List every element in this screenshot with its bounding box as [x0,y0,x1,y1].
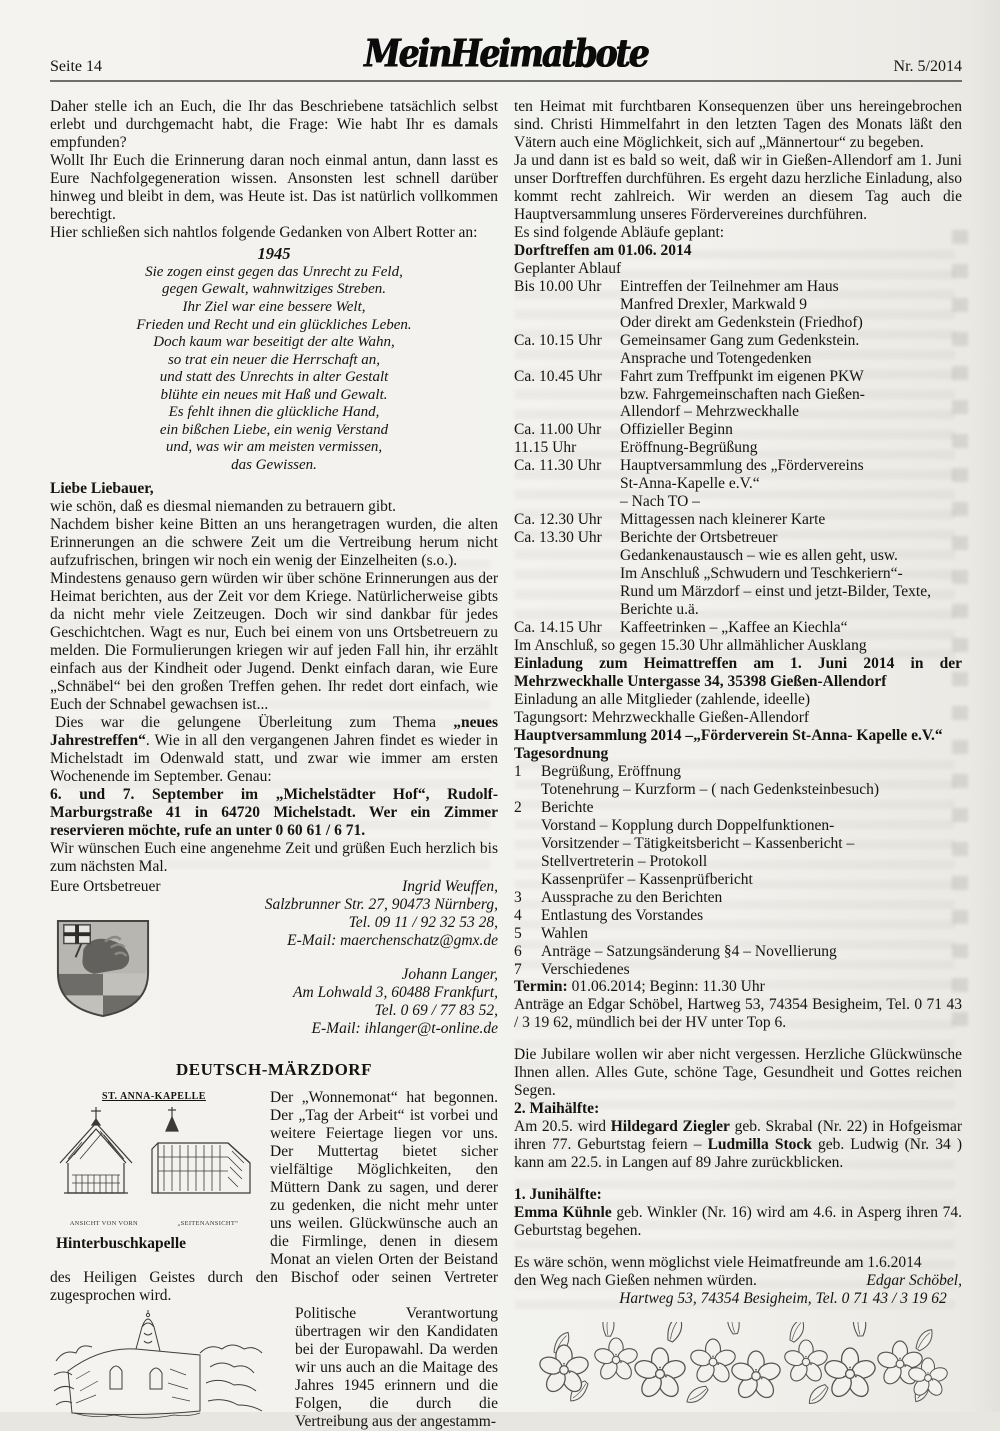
paragraph: ten Heimat mit furchtbaren Konsequenzen über uns hereingebrochen sind. Christi Himmelfahrt in den letzten Tagen des Monats läßt den Vätern auch eine Möglichkeit, sich auf „Männertour“ zu begeben. [514,98,962,151]
schedule-row [514,619,962,637]
paragraph: Die Jubilare wollen wir aber nicht vergessen. Herzliche Glückwünsche Ihnen allen. Alles Gute, schöne Tage, Gesundheit und Gottes reichen Segen. [514,1046,962,1100]
agenda-line: Aussprache zu den Berichten [541,888,723,906]
invitation-line: Einladung an alle Mitglieder (zahlende, ideelle) [514,690,811,708]
schedule-line: Hauptversammlung des „Fördervereins [620,457,864,475]
subsection-label: 1. Junihälfte: [514,1186,602,1204]
right-column [514,98,962,1431]
header-rule [50,80,962,82]
issue-number: Nr. 5/2014 [893,58,962,75]
text-run: den Weg nach Gießen nehmen würden. [514,1272,757,1290]
schedule-line: Berichte u.ä. [620,601,699,619]
poem-line: gegen Gewalt, wahnwitziges Streben. [161,281,386,298]
closing-block [514,1254,962,1308]
agenda-text [541,799,962,889]
agenda-text [541,907,962,925]
figure-subcaption: ANSICHT VON VORN [69,1219,139,1227]
schedule-description [620,457,962,511]
schedule-line: bzw. Fahrgemeinschaften nach Gießen- [620,385,865,403]
two-column-body [50,98,962,1431]
poem-line: Es fehlt ihnen die glückliche Hand, [168,404,380,421]
text-run: geb. Ludwig (Nr. 34 ) kann am 22.5. in Langen auf 89 Jahre zurückblicken. [514,1136,963,1172]
schedule-time: 11.15 Uhr [514,439,577,457]
schedule-description [620,619,962,637]
masthead-title: MeinHeimatbote [364,31,648,76]
agenda-item [514,925,962,943]
agenda-line: Begrüßung, Eröffnung [541,762,682,780]
agenda-number: 2 [514,798,522,816]
agenda-text [541,889,962,907]
section-heading: DEUTSCH-MÄRZDORF [176,1059,372,1079]
agenda-line: Totenehrung – Kurzform – ( nach Gedenksteinbesuch) [541,780,880,798]
agenda-number: 1 [514,762,522,780]
termin-value: 01.06.2014; Beginn: 11.30 Uhr [567,978,765,996]
agenda-line: Berichte [541,798,594,816]
contact-line: Tel. 0 69 / 77 83 52, [374,1001,498,1019]
schedule-line: Gedankenaustausch – wie es allen geht, usw. [620,547,898,565]
paragraph [50,714,498,786]
invitation-line: Tagungsort: Mehrzweckhalle Gießen-Allendorf [514,708,810,726]
schedule-description [620,421,962,439]
agenda-number: 5 [514,924,522,942]
agenda-line: Vorstand – Kopplung durch Doppelfunktionen- [541,816,835,834]
schedule-line: Rund um Märzdorf – einst und jetzt-Bilder, Texte, [620,583,931,601]
text-run: Am 20.5. wird [514,1118,611,1136]
schedule-row [514,368,962,422]
schedule-line: Manfred Drexler, Markwald 9 [620,295,808,313]
schedule-description [620,511,962,529]
schedule-row [514,439,962,457]
schedule-row [514,457,962,511]
agenda-text [541,961,962,979]
agenda-line: Entlastung des Vorstandes [541,906,704,924]
poem-line: und, was wir am meisten vermissen, [165,439,383,456]
flower-border-illustration [528,1322,948,1408]
contact-line: Ingrid Weuffen, [402,877,498,895]
schedule-table [514,278,962,637]
schedule-line: – Nach TO – [620,493,700,511]
agenda-item [514,961,962,979]
schedule-description [620,368,962,422]
figure-label: ST. ANNA-KAPELLE [102,1091,206,1103]
schedule-line: Berichte der Ortsbetreuer [620,529,778,547]
paragraph: wie schön, daß es diesmal niemanden zu betrauern gibt. [50,498,397,516]
schedule-line: Im Anschluß „Schwudern und Teschkeriern“- [620,565,903,583]
salutation: Liebe Liebauer, [50,480,154,498]
signoff-and-crest [50,878,255,1038]
poem-line: ein bißchen Liebe, ein wenig Verstand [159,421,389,438]
closing-signature: Edgar Schöbel, [866,1272,962,1290]
contact-line: Johann Langer, [401,965,498,983]
text-run: Dies war die gelungene Überleitung zum Thema [55,714,454,732]
paragraph: Hier schließen sich nahtlos folgende Gedanken von Albert Rotter an: [50,223,478,241]
paragraph: Der „Wonnemonat“ hat begonnen. Der „Tag der Arbeit“ ist vorbei und weitere Feiertage liegen vor uns. Der Muttertag bietet sicher vielfältige Möglichkeiten, den Müttern Dank zu sagen, und derer zu gedenken, die nicht mehr unter uns weilen. Glückwünsche auch an die Firmlinge, denen in diesem Monat an vielen Orten der Beistand des Heiligen Geistes durch den Bischof oder seinen Vertreter zugesprochen wird. [50,1089,498,1304]
chapel-figure-block [50,1089,498,1305]
paragraph: Anträge an Edgar Schöbel, Hartweg 53, 74354 Besigheim, Tel. 0 71 43 / 3 19 62, mündlich bei der HV unter Top 6. [514,996,962,1032]
poem-line: blühte ein neues mit Haß und Gewalt. [160,386,388,403]
paragraph: Wir wünschen Euch eine angenehme Zeit und grüßen Euch herzlich bis zum nächsten Mal. [50,839,498,875]
paragraph: Mindestens genauso gern würden wir über schöne Erinnerungen aus der Heimat berichten, aus der Zeit vor dem Kriege. Natürlicherweise gibts da nicht mehr viele Zeitzeugen. Doch wir sind dankbar für jedes Geschichtchen. Wagt es nur, Euch bei einem von uns Ortsbetreuern zu melden. Die Formulierungen kriegen wir auf jeden Fall hin, ihr erzählt einfach aus der Kindheit oder Jugend. Denkt einfach daran, wie Eure „Schnäbel“ bei den großen Treffen gehen. Ihr redet dort einfach, wie Euch der Schnabel gewachsen ist... [50,570,498,714]
paragraph [514,1204,962,1240]
invitation-title: Einladung zum Heimattreffen am 1. Juni 2014 in der Mehrzweckhalle Untergasse 34, 35398 Gießen-Allendorf [514,655,962,690]
schedule-row [514,332,962,368]
text-run: . Wie in all den vergangenen Jahren findet es wieder in Michelstadt im Odenwald statt, und zwar wie immer am ersten Wochenende im September. Genau: [50,732,498,785]
schedule-description [620,439,962,457]
schedule-line: Eröffnung-Begrüßung [620,439,758,457]
poem-line: und statt des Unrechts in alter Gestalt [159,369,389,386]
agenda-number: 4 [514,906,522,924]
left-column [50,98,498,1431]
paragraph: Ja und dann ist es bald so weit, daß wir in Gießen-Allendorf am 1. Juni unser Dorftreffen durchführen. Es ergeht dazu herzliche Einladung, also kommt recht zahlreich. Wir werden an diesem Tag auch die Hauptversammlung unseres Fördervereines durchführen. [514,151,962,223]
contact-addresses [255,878,498,1038]
person-name: Ludmilla Stock [707,1136,812,1154]
poem-line: das Gewissen. [231,456,317,473]
contact-line: Salzbrunner Str. 27, 90473 Nürnberg, [264,895,498,913]
agenda-line: Vorsitzender – Tätigkeitsbericht – Kassenbericht – [541,834,855,852]
agenda-text [541,925,962,943]
schedule-time: Bis 10.00 Uhr [514,277,602,295]
text-run: geb. Winkler (Nr. 16) wird am 4.6. in Asperg ihren 74. Geburtstag begehen. [514,1204,962,1240]
poem-line: Frieden und Recht und ein glückliches Leben. [136,316,412,333]
termin-line [514,978,962,996]
coat-of-arms-image [54,918,152,1018]
schedule-time: Ca. 11.00 Uhr [514,421,602,439]
church-sketch [50,1309,285,1427]
paragraph: Nachdem bisher keine Bitten an uns herangetragen wurden, die alten Erinnerungen an die schwere Zeit um die Vertreibung herum nicht aufzufrischen, bringen wir noch ein wenig der Einzelheiten (s.o.). [50,516,498,570]
agenda-text [541,763,962,799]
agenda-number: 3 [514,888,522,906]
agenda-line: Anträge – Satzungsänderung §4 – Novellierung [541,942,837,960]
figure-subcaption: „SEITENANSICHT“ [177,1219,239,1227]
poem [50,264,498,475]
schedule-line: St-Anna-Kapelle e.V.“ [620,475,760,493]
closing-line [514,1272,962,1290]
schedule-row [514,278,962,332]
agenda-line: Kassenprüfer – Kassenprüfbericht [541,870,753,888]
text-run: geb. Skrabal (Nr. 22) in Hofgeismar ihren 77. Geburtstag feiern – [514,1118,962,1154]
poem-line: Sie zogen einst gegen das Unrecht zu Feld, [145,263,403,280]
schedule-time: Ca. 10.15 Uhr [514,331,602,349]
agenda-item [514,943,962,961]
schedule-line: Allendorf – Mehrzweckhalle [620,403,800,421]
poem-line: so trat ein neuer die Herrschaft an, [167,351,381,368]
chapel-drawings [54,1105,254,1217]
schedule-row [514,421,962,439]
poem-line: Ihr Ziel war eine bessere Welt, [182,298,366,315]
schedule-line: Oder direkt am Gedenkstein (Friedhof) [620,313,863,331]
schedule-line: Eintreffen der Teilnehmer am Haus [620,277,839,295]
schedule-line: Mittagessen nach kleinerer Karte [620,511,826,529]
agenda-line: Wahlen [541,924,588,942]
schedule-line: Gemeinsamer Gang zum Gedenkstein. [620,331,860,349]
schedule-description [620,332,962,368]
chapel-figure [50,1091,258,1253]
poem-line: Doch kaum war beseitigt der alte Wahn, [153,334,395,351]
schedule-time: Ca. 11.30 Uhr [514,457,602,475]
schedule-row [514,529,962,619]
schedule-row [514,511,962,529]
meeting-details: 6. und 7. September im „Michelstädter Hof“, Rudolf-Marburgstraße 41 in 64720 Michelstadt. Wer ein Zimmer reservieren möchte, rufe an unter 0 60 61 / 6 71. [50,785,498,839]
contact-line: Tel. 09 11 / 92 32 53 28, [348,913,498,931]
subsection-label: 2. Maihälfte: [514,1100,600,1118]
signoff: Eure Ortsbetreuer [50,877,161,895]
schedule-line: Offizieller Beginn [620,421,733,439]
schedule-line: Fahrt zum Treffpunkt im eigenen PKW [620,367,864,385]
schedule-line: Ansprache und Totengedenken [620,349,812,367]
agenda-item [514,889,962,907]
schedule-time: Ca. 12.30 Uhr [514,511,602,529]
paragraph: Politische Verantwortung übertragen wir den Kandidaten bei der Europawahl. Da werden wir uns auch an die Maitage des Jahres 1945 erinnern und die Folgen, die durch die Vertreibung aus der angestamm- [295,1304,498,1430]
agenda-list [514,763,962,979]
closing-line: Es wäre schön, wenn möglichst viele Heimatfreunde am 1.6.2014 [514,1254,922,1272]
signature-block [50,878,498,1038]
agenda-item [514,763,962,799]
figure-caption: Hinterbuschkapelle [56,1235,187,1253]
figure-subcaptions [50,1220,258,1228]
poem-title: 1945 [257,243,291,263]
termin-label: Termin: [514,978,568,996]
agenda-number: 7 [514,960,522,978]
closing-address: Hartweg 53, 74354 Besigheim, Tel. 0 71 43 / 3 19 62 [619,1290,947,1307]
person-name: Hildegard Ziegler [610,1118,730,1136]
schedule-title: Dorftreffen am 01.06. 2014 [514,241,692,259]
schedule-closing: Im Anschluß, so gegen 15.30 Uhr allmählicher Ausklang [514,637,867,655]
paragraph [514,1118,962,1172]
assembly-title: Hauptversammlung 2014 –„Förderverein St-Anna- Kapelle e.V.“ [514,726,943,744]
schedule-time: Ca. 13.30 Uhr [514,529,602,547]
page-number: Seite 14 [50,58,102,75]
schedule-subtitle: Geplanter Ablauf [514,259,622,277]
agenda-line: Stellvertreterin – Protokoll [541,852,708,870]
agenda-item [514,799,962,889]
paragraph: Daher stelle ich an Euch, die Ihr das Beschriebene tatsächlich selbst erlebt und durchgemacht habt, die Frage: Wie habt Ihr es damals empfunden? [50,98,498,151]
contact-line: Am Lohwald 3, 60488 Frankfurt, [293,983,498,1001]
paragraph: Wollt Ihr Euch die Erinnerung daran noch einmal antun, dann lasst es Eure Nachfolgegeneration wissen. Ansonsten lest schnell darüber hinweg und bleibt in dem, was Heute ist. Das ist natürlich vollkommen berechtigt. [50,151,498,223]
agenda-number: 6 [514,942,522,960]
contact-line: E-Mail: ihlanger@t-online.de [311,1019,498,1037]
contact-line: E-Mail: maerchenschatz@gmx.de [287,931,498,949]
agenda-line: Verschiedenes [541,960,630,978]
schedule-description [620,529,962,619]
schedule-time: Ca. 14.15 Uhr [514,619,602,637]
page-header [50,31,962,78]
paragraph: Es sind folgende Abläufe geplant: [514,223,725,241]
agenda-title: Tagesordnung [514,744,609,762]
schedule-time: Ca. 10.45 Uhr [514,367,602,385]
person-name: Emma Kühnle [514,1204,612,1222]
highlighted-text: „neues Jahrestreffen“ [50,714,498,749]
schedule-line: Kaffeetrinken – „Kaffee an Kiechla“ [620,619,848,637]
agenda-text [541,943,962,961]
agenda-item [514,907,962,925]
schedule-description [620,278,962,332]
